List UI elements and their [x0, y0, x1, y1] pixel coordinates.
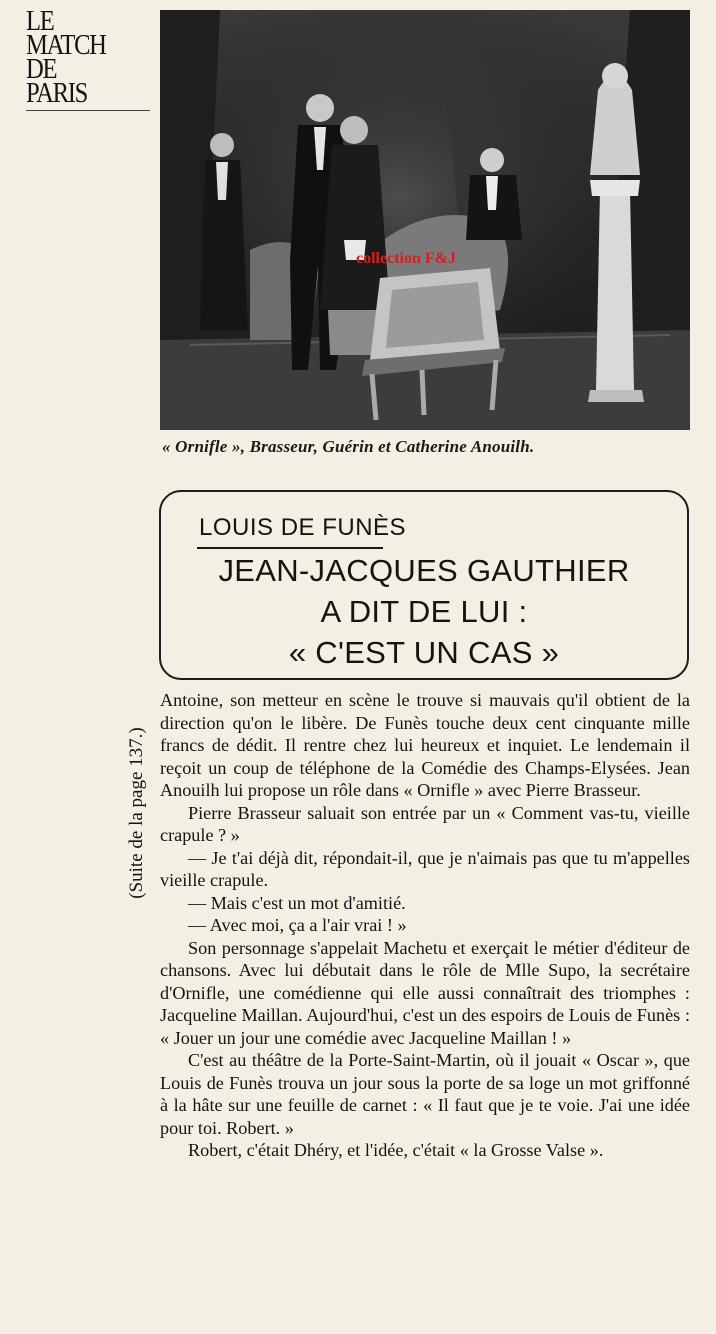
- masthead-logo: [26, 6, 150, 110]
- article-paragraph: Pierre Brasseur saluait son entrée par un « Comment vas-tu, vieille crapule ? »: [160, 802, 690, 845]
- headline: [161, 550, 687, 673]
- watermark: collection F&J: [356, 250, 456, 267]
- masthead-rule: [26, 110, 150, 111]
- kicker-underline: [197, 547, 383, 549]
- title-box: [159, 490, 689, 680]
- masthead-line: LE: [26, 6, 54, 37]
- stage-photo: [160, 10, 690, 430]
- stage-photo-image: [160, 10, 690, 430]
- article-paragraph: Robert, c'était Dhéry, et l'idée, c'était « la Grosse Valse ».: [188, 1140, 604, 1160]
- article-paragraph: — Avec moi, ça a l'air vrai ! »: [188, 915, 407, 935]
- continuation-note: [123, 688, 151, 938]
- article-paragraph: Antoine, son metteur en scène le trouve si mauvais qu'il obtient de la direction qu'on le libère. De Funès touche deux cent cinquante mille francs de dédit. Il rentre chez lui heureux et inquiet. Le lendemain il reçoit un coup de téléphone de la Comédie des Champs-Elysées. Jean Anouilh lui propose un rôle dans « Ornifle » avec Pierre Brasseur.: [160, 690, 690, 800]
- article-paragraph: — Mais c'est un mot d'amitié.: [188, 892, 406, 913]
- article-paragraph: C'est au théâtre de la Porte-Saint-Martin, où il jouait « Oscar », que Louis de Funès trouva un jour sous la porte de sa loge un mot griffonné à la hâte sur une feuille de carnet : « Il faut que je te voie. J'ai une idée pour toi. Robert. »: [160, 1050, 690, 1138]
- article-paragraph: Son personnage s'appelait Machetu et exerçait le métier d'éditeur de chansons. Avec lui débutait dans le rôle de Mlle Supo, la secrétaire d'Ornifle, une comédienne qui elle aussi connaîtrait des triomphes : Jacqueline Maillan. Aujourd'hui, c'est un des espoirs de Louis de Funès : « Jouer un jour une comédie avec Jacqueline Maillan ! »: [160, 937, 690, 1048]
- masthead-line: PARIS: [26, 78, 87, 109]
- photo-caption: « Ornifle », Brasseur, Guérin et Catherine Anouilh.: [162, 437, 535, 456]
- article-paragraph: — Je t'ai déjà dit, répondait-il, que je n'aimais pas que tu m'appelles vieille crapule.: [160, 847, 690, 890]
- kicker: LOUIS DE FUNÈS: [199, 514, 407, 541]
- headline-line: JEAN-JACQUES GAUTHIER: [218, 553, 630, 588]
- continuation-note-text: (Suite de la page 137.): [126, 727, 147, 899]
- headline-line: « C'EST UN CAS »: [288, 635, 560, 670]
- masthead-line: DE: [26, 54, 57, 85]
- headline-line: A DIT DE LUI :: [320, 594, 528, 629]
- article-body: [160, 689, 690, 1162]
- masthead-line: MATCH: [26, 30, 106, 61]
